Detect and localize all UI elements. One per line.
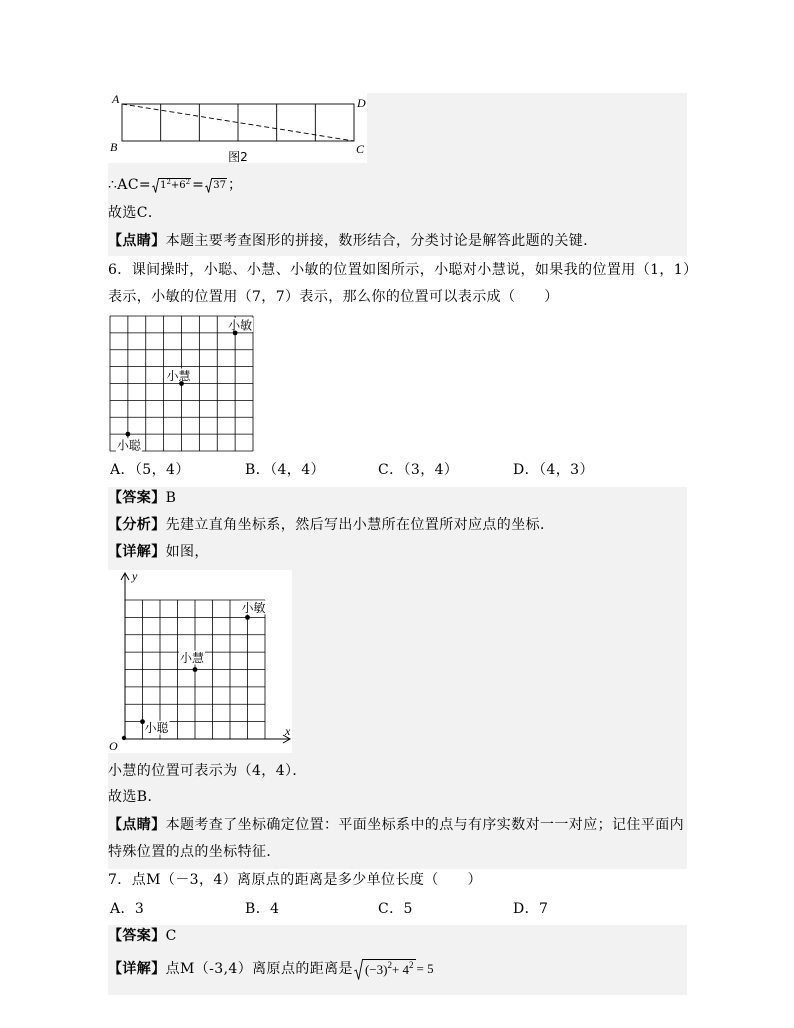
radicand [159, 178, 191, 193]
origin-point [122, 736, 126, 740]
q7-option-b: B．4 [245, 901, 280, 917]
radical-sign [354, 959, 363, 980]
detail-text: 如图， [165, 544, 209, 560]
exponent: 2 [387, 959, 392, 970]
comment-text: 本题考查了坐标确定位置：平面坐标系中的点与有序实数对一一对应；记住平面内 [165, 817, 685, 833]
q6-analysis [108, 516, 554, 534]
radicand-term: + 4 [391, 961, 410, 977]
point-label: 小慧 [179, 651, 205, 665]
q6-option-d: D．（4，3） [513, 462, 594, 478]
formula-end: ； [228, 177, 243, 193]
q6-comment-line-1 [108, 816, 684, 834]
formula-lhs: ∴AC= [108, 177, 152, 193]
coordinate-grid-figure [108, 570, 292, 753]
point-label: 小聪 [144, 721, 169, 736]
exponent: 2 [409, 959, 414, 970]
q5-comment [108, 232, 598, 250]
point-label: 小聪 [116, 438, 141, 453]
figure-caption: 图2 [228, 150, 248, 164]
q7-answer [108, 927, 177, 945]
q7-option-c: C．5 [378, 901, 413, 917]
ac-formula [108, 175, 242, 195]
detail-tag: 【详解】 [108, 961, 166, 977]
q7-option-a: A．3 [110, 901, 145, 917]
position-grid-figure [108, 313, 258, 455]
vertex-label-a: A [112, 92, 120, 106]
answer-text: B [165, 490, 177, 506]
answer-tag: 【答案】 [108, 490, 166, 506]
radicand: 37 [213, 179, 226, 191]
point-label: 小慧 [166, 369, 191, 383]
comment-text: 本题主要考查图形的拼接，数形结合，分类讨论是解答此题的关键． [165, 233, 598, 249]
radical-sign [205, 178, 212, 193]
q5-choice: 故选C． [108, 205, 163, 221]
q6-choice: 故选B． [108, 789, 162, 805]
radical-sign [152, 178, 159, 193]
radicand-term: 1 [160, 179, 167, 191]
vertex-label-c: C [356, 142, 365, 156]
q6-result: 小慧的位置可表示为（4，4）． [108, 763, 307, 779]
q6-stem-line-2: 表示，小敏的位置用（7，7）表示，那么你的位置可以表示成（ ） [108, 289, 559, 305]
position-point [125, 432, 130, 437]
x-axis-label: x [285, 724, 291, 738]
point-label: 小敏 [241, 600, 266, 615]
q6-comment-line-2: 特殊位置的点的坐标特征． [108, 844, 281, 860]
radicand-term: +6 [170, 179, 186, 191]
equals-sign: = [192, 177, 205, 193]
q6-option-a: A．（5，4） [110, 462, 190, 478]
q7-stem: 7．点M（－3，4）离原点的距离是多少单位长度（ ） [108, 872, 482, 888]
exponent: 2 [185, 177, 191, 186]
y-axis-label: y [132, 569, 138, 583]
q6-stem-line-1: 6．课间操时，小聪、小慧、小敏的位置如图所示，小聪对小慧说，如果我的位置用（1，1） [108, 262, 698, 278]
detail-tag: 【详解】 [108, 544, 166, 560]
answer-text: C [165, 928, 177, 944]
answer-tag: 【答案】 [108, 928, 166, 944]
q6-option-b: B．（4，4） [245, 462, 325, 478]
sqrt-expression [205, 178, 227, 193]
q7-options [0, 900, 794, 918]
sqrt-expression [152, 178, 191, 193]
q7-detail [108, 958, 434, 980]
q6-options [0, 461, 794, 479]
q7-option-d: D．7 [513, 901, 549, 917]
formula-result: = 5 [416, 961, 434, 976]
sqrt-expression [354, 959, 416, 980]
q6-option-c: C．（3，4） [378, 462, 459, 478]
position-point [193, 667, 198, 672]
vertex-label-b: B [110, 140, 118, 154]
analysis-tag: 【分析】 [108, 517, 166, 533]
comment-tag: 【点睛】 [108, 817, 166, 833]
detail-text: 点M（-3,4）离原点的距离是 [165, 961, 353, 977]
q6-answer [108, 489, 176, 507]
radicand [363, 959, 416, 980]
position-point [245, 615, 250, 620]
vertex-label-d: D [357, 96, 366, 110]
radicand-term: (−3) [364, 961, 388, 977]
analysis-text: 先建立直角坐标系，然后写出小慧所在位置所对应点的坐标． [165, 517, 555, 533]
figure-2-rectangle-diagram [108, 93, 367, 163]
origin-label: O [109, 739, 118, 753]
exponent: 2 [166, 177, 171, 186]
q6-detail [108, 543, 209, 561]
comment-tag: 【点睛】 [108, 233, 166, 249]
point-label: 小敏 [228, 318, 253, 333]
